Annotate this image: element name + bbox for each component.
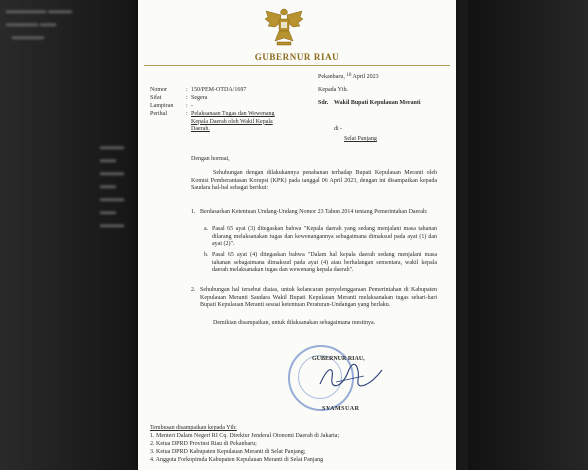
- recipient-to: Kepada Yth.: [318, 87, 349, 93]
- meta-label-sifat: Sifat: [150, 95, 162, 101]
- signatory-title: GUBERNUR RIAU,: [312, 356, 365, 362]
- meta-value-nomor: 150/PEM-OTDA/1697: [191, 87, 247, 93]
- meta-colon: :: [186, 95, 188, 101]
- meta-label-perihal: Perihal: [150, 111, 167, 117]
- point-2-text: Sehubungan hal tersebut diatas, untuk kelancaran penyelenggaraan Pemerintahan di Kabupaten Kepulauan Meranti Saudara Wakil Bupati Kepulauan Meranti melaksanakan tugas sehari-hari Bupati Kepulauan Meranti sesuai ketentuan Peraturan-Undangan yang berlaku.: [200, 287, 437, 308]
- meta-value-lampiran: -: [191, 103, 193, 109]
- meta-value-sifat: Segera: [191, 95, 208, 101]
- garuda-crest-icon: [262, 5, 306, 49]
- cc-item: 4. Anggota Forkopimda Kabupaten Kepulauan Meranti di Selat Panjang: [150, 457, 324, 463]
- closing-paragraph: Demikian disampaikan, untuk dilaksanakan sebagaimana mestinya.: [213, 320, 376, 326]
- recipient-prefix: Sdr.: [318, 100, 329, 106]
- signatory-name: SYAMSUAR: [322, 406, 360, 412]
- cc-item: 3. Ketua DPRD Kabupaten Kepulauan Meranti di Selat Panjang;: [150, 449, 306, 455]
- signature-icon: [316, 362, 386, 390]
- meta-colon: :: [186, 87, 188, 93]
- letterhead-title: GUBERNUR RIAU: [254, 52, 340, 62]
- letter-document: [138, 0, 456, 470]
- meta-colon: :: [186, 111, 188, 117]
- greeting: Dengan hormat,: [191, 156, 230, 162]
- point-1a-text: Pasal 65 ayat (3) ditegaskan bahwa "Kepala daerah yang sedang menjalani masa tahanan dilarang melaksanakan tugas dan kewenangannya sebagaimana dimaksud pada ayat (1) dan ayat (2)".: [212, 226, 437, 247]
- letterhead-rule: [144, 65, 450, 66]
- recipient-place: Selat Panjang: [344, 136, 377, 142]
- point-1-number: 1.: [191, 209, 196, 215]
- background-right-blur: [468, 0, 588, 470]
- blurred-background-text-left: ▬▬▬▬▬ ▬▬▬ ▬▬▬▬ ▬▬ ▬▬▬▬: [6, 6, 72, 41]
- point-2-number: 2.: [191, 287, 196, 293]
- point-1b-text: Pasal 65 ayat (4) ditegaskan bahwa "Dalam hal kepala daerah sedang menjalani masa tahanan sebagaimana dimaksud pada ayat (4) atau berhalangan sementara, wakil kepala daerah melaksanakan tugas dan wewenang kepala daerah".: [212, 252, 437, 273]
- meta-label-lampiran: Lampiran: [150, 103, 174, 109]
- point-1-text: Berdasarkan Ketentuan Undang-Undang Nomor 23 Tahun 2014 tentang Pemerintahan Daerah:: [200, 209, 428, 215]
- cc-title: Tembusan disampaikan kepada Yth:: [150, 425, 237, 431]
- point-1a-number: a.: [204, 226, 209, 232]
- meta-value-perihal: Pelaksanaan Tugas dan Wewenang Kepala Daerah oleh Wakil Kepala Daerah.: [191, 111, 275, 132]
- point-1b-number: b.: [204, 252, 209, 258]
- cc-item: 1. Menteri Dalam Negeri RI Cq. Direktur Jenderal Otonomi Daerah di Jakarta;: [150, 433, 340, 439]
- date-day: 10: [346, 73, 352, 78]
- intro-paragraph: Sehubungan dengan dilakukannya penahanan terhadap Bupati Kepulauan Meranti oleh Komisi Pemberantasan Korupsi (KPK) pada tanggal 06 April 2023, dengan ini disampaikan kepada Saudara hal-hal sebagai berikut:: [191, 170, 437, 191]
- blurred-background-text-left-2: ▬▬▬ ▬▬ ▬▬▬ ▬▬ ▬▬▬ ▬▬ ▬▬▬: [100, 142, 124, 229]
- date-month-year: April 2023: [352, 74, 379, 80]
- cc-item: 2. Ketua DPRD Provinsi Riau di Pekanbaru;: [150, 441, 257, 447]
- place-date: Pekanbaru, $^{10}$ April 2023: [318, 73, 379, 80]
- recipient-name: Wakil Bupati Kepulauan Meranti: [334, 100, 421, 106]
- meta-label-nomor: Nomor: [150, 87, 167, 93]
- meta-colon: :: [186, 103, 188, 109]
- recipient-di: di -: [334, 126, 343, 132]
